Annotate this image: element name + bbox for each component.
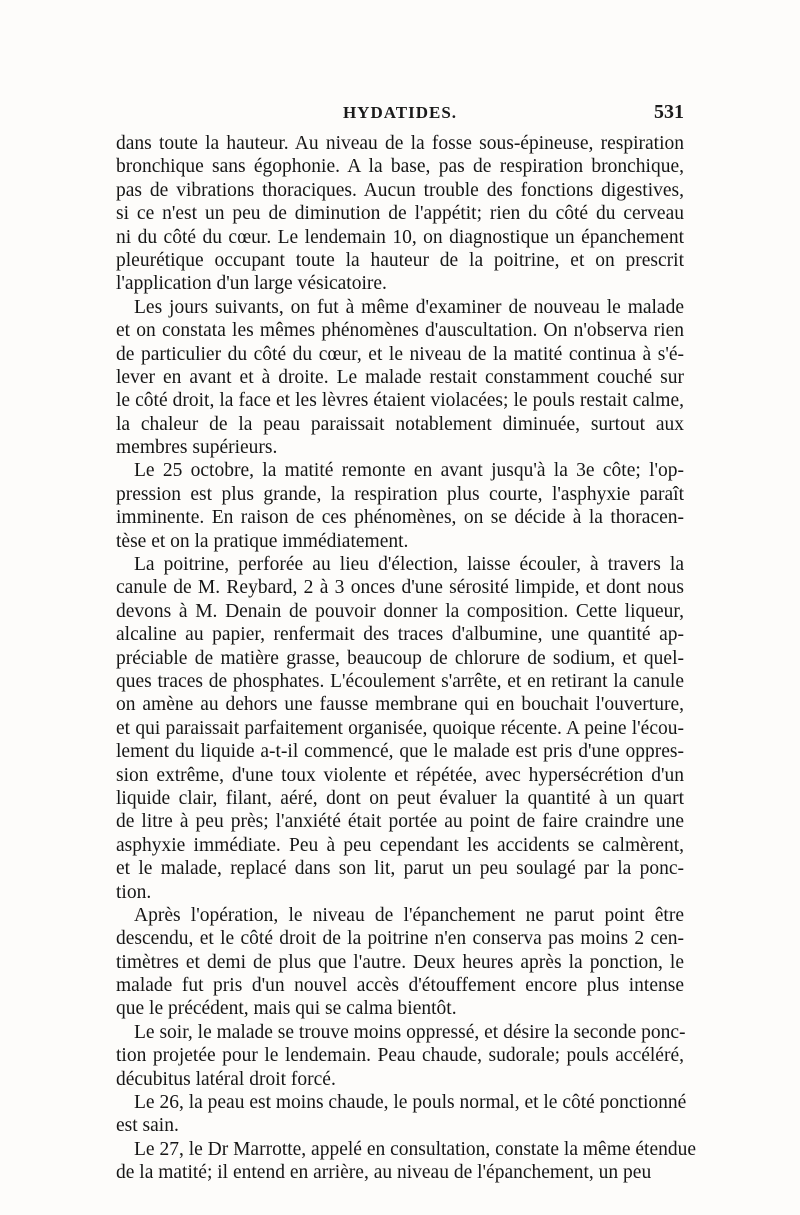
text-line: tèse et on la pratique immédiatement. (116, 530, 409, 552)
text-line: alcaline au papier, renfermait des traces d'albumine, une quantité ap- (116, 624, 684, 646)
text-line: de particulier du côté du cœur, et le niveau de la matité continua à s'é- (116, 343, 684, 365)
text-line: de litre à peu près; l'anxiété était portée au point de faire craindre une (116, 811, 684, 833)
text-line: tion projetée pour le lendemain. Peau chaude, sudorale; pouls accéléré, (116, 1045, 684, 1067)
text-line: on amène au dehors une fausse membrane qui en bouchait l'ouverture, (116, 694, 684, 716)
paragraph (116, 296, 684, 460)
text-line: la chaleur de la peau paraissait notablement diminuée, surtout aux (116, 413, 684, 435)
paragraph (116, 1091, 687, 1138)
paragraph (116, 459, 684, 553)
paragraph (116, 132, 684, 296)
text-line: pas de vibrations thoraciques. Aucun trouble des fonctions digestives, (116, 179, 684, 201)
page-number: 531 (654, 101, 684, 123)
text-line: ni du côté du cœur. Le lendemain 10, on diagnostique un épanchement (116, 226, 684, 248)
text-line: Le 25 octobre, la matité remonte en avant jusqu'à la 3e côte; l'op- (134, 460, 684, 482)
text-line: sion extrême, d'une toux violente et répétée, avec hypersécrétion d'un (116, 764, 684, 786)
text-line: dans toute la hauteur. Au niveau de la fosse sous-épineuse, respiration (116, 133, 684, 154)
text-line: Les jours suivants, on fut à même d'examiner de nouveau le malade (134, 296, 684, 318)
text-line: Le 26, la peau est moins chaude, le pouls normal, et le côté ponctionné (134, 1092, 687, 1114)
text-line: et le malade, replacé dans son lit, parut un peu soulagé par la ponc- (116, 858, 684, 880)
paragraph (116, 1138, 697, 1185)
text-line: le côté droit, la face et les lèvres étaient violacées; le pouls restait calme, (116, 390, 684, 412)
text-line: Après l'opération, le niveau de l'épanchement ne parut point être (134, 904, 684, 926)
text-line: et on constata les mêmes phénomènes d'auscultation. On n'observa rien (116, 320, 684, 342)
paragraph (116, 1021, 684, 1091)
text-line: lement du liquide a-t-il commencé, que le malade est pris d'une oppres- (116, 741, 684, 763)
paragraph (116, 553, 684, 904)
text-line: tion. (116, 881, 152, 903)
text-line: pleurétique occupant toute la hauteur de la poitrine, et on prescrit (116, 249, 684, 271)
text-line: l'application d'un large vésicatoire. (116, 273, 387, 295)
text-line: Le soir, le malade se trouve moins oppressé, et désire la seconde ponc- (134, 1021, 686, 1043)
text-line: timètres et demi de plus que l'autre. Deux heures après la ponction, le (116, 951, 684, 973)
text-line: asphyxie immédiate. Peu à peu cependant les accidents se calmèrent, (116, 834, 684, 856)
text-line: La poitrine, perforée au lieu d'élection, laisse écouler, à travers la (134, 554, 684, 576)
text-line: membres supérieurs. (116, 437, 278, 459)
text-line: décubitus latéral droit forcé. (116, 1068, 336, 1090)
text-line: ques traces de phosphates. L'écoulement s'arrête, et en retirant la canule (116, 670, 684, 692)
text-line: liquide clair, filant, aéré, dont on peut évaluer la quantité à un quart (116, 787, 684, 809)
text-line: de la matité; il entend en arrière, au niveau de l'épanchement, un peu (116, 1162, 652, 1184)
text-line: Le 27, le Dr Marrotte, appelé en consultation, constate la même étendue (134, 1138, 697, 1160)
text-line: est sain. (116, 1115, 179, 1137)
text-line: malade fut pris d'un nouvel accès d'étouffement encore plus intense (116, 975, 684, 997)
text-line: et qui paraissait parfaitement organisée, quoique récente. A peine l'écou- (116, 717, 684, 739)
text-line: pression est plus grande, la respiration plus courte, l'asphyxie paraît (116, 483, 684, 505)
text-line: canule de M. Reybard, 2 à 3 onces d'une sérosité limpide, et dont nous (116, 577, 684, 599)
text-line: préciable de matière grasse, beaucoup de chlorure de sodium, et quel- (116, 647, 684, 669)
paragraph (116, 904, 684, 1021)
text-line: bronchique sans égophonie. A la base, pas de respiration bronchique, (116, 156, 684, 178)
text-line: si ce n'est un peu de diminution de l'appétit; rien du côté du cerveau (116, 203, 684, 225)
text-line: lever en avant et à droite. Le malade restait constamment couché sur (116, 366, 684, 388)
running-head (116, 103, 684, 129)
text-line: devons à M. Denain de pouvoir donner la composition. Cette liqueur, (116, 600, 684, 622)
running-title: HYDATIDES. (342, 103, 458, 122)
body-text (116, 132, 697, 1185)
text-line: descendu, et le côté droit de la poitrine n'en conserva pas moins 2 cen- (116, 928, 684, 950)
text-line: que le précédent, mais qui se calma bientôt. (116, 998, 457, 1020)
text-line: imminente. En raison de ces phénomènes, on se décide à la thoracen- (116, 507, 684, 529)
